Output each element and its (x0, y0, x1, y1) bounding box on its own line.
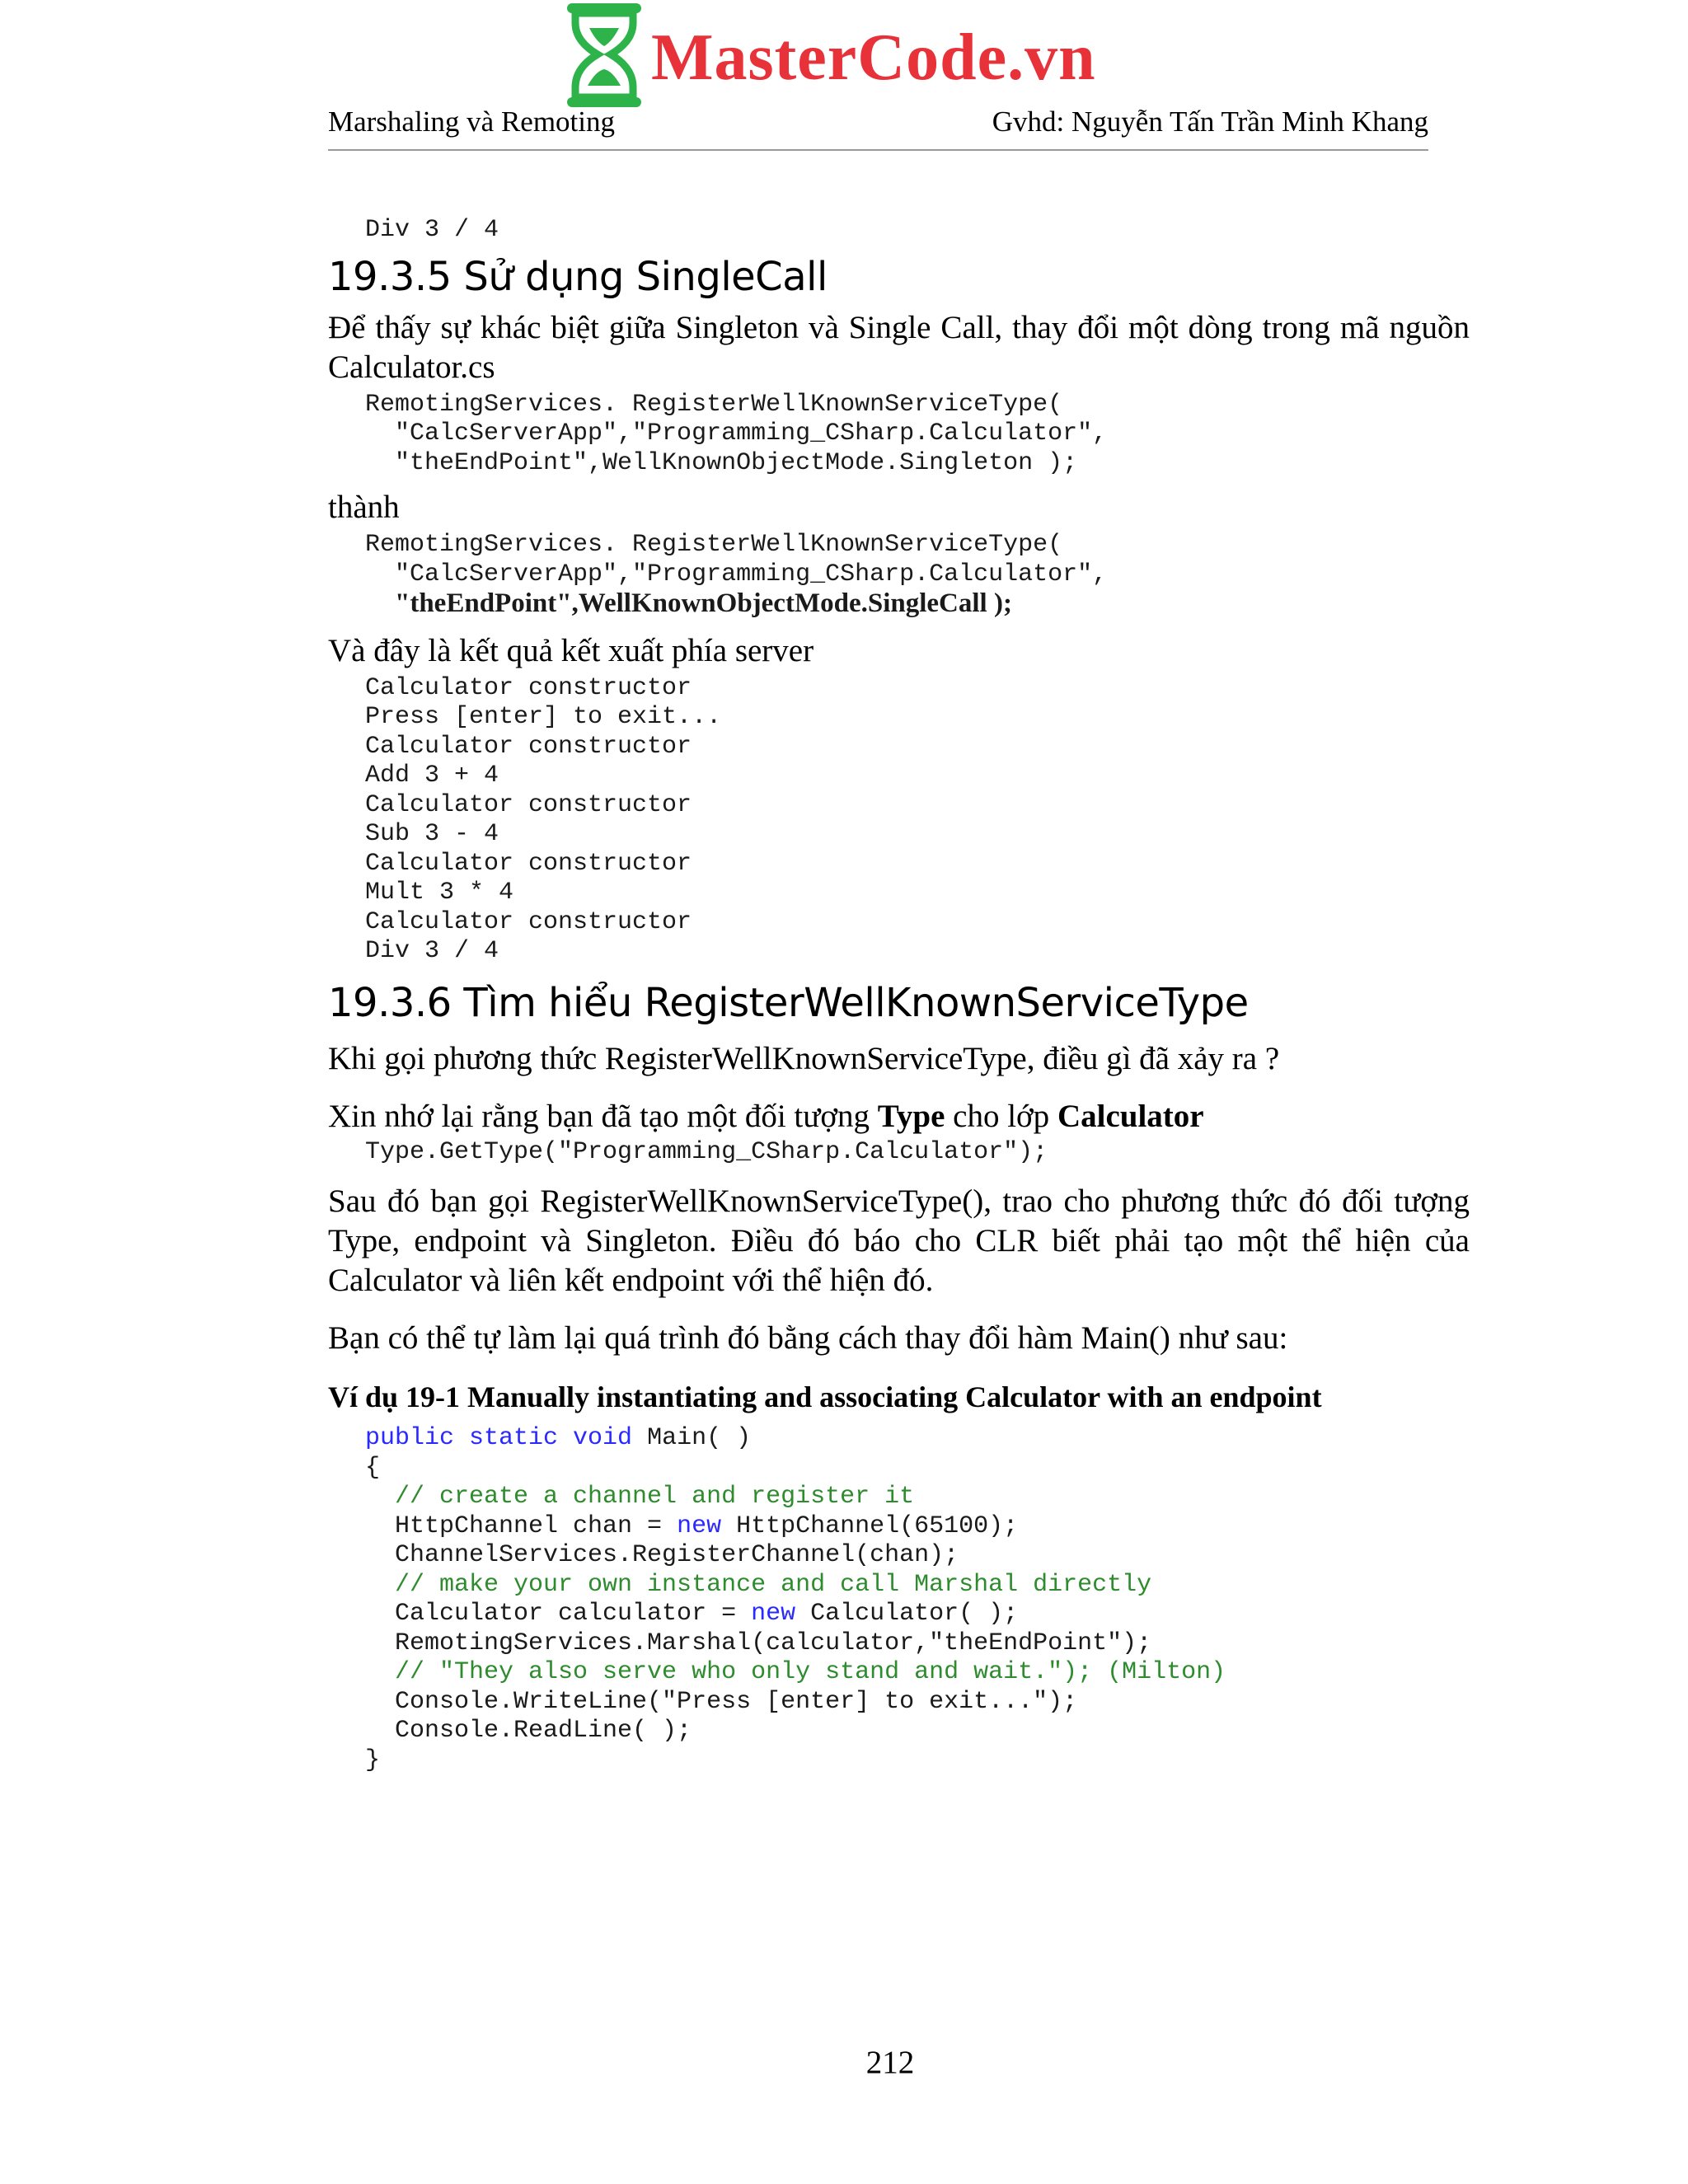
code-keyword: new (677, 1511, 722, 1540)
header-divider (328, 149, 1428, 151)
code-block-top: Div 3 / 4 (365, 216, 499, 244)
code-comment: // create a channel and register it (365, 1483, 915, 1511)
code-block-gettype: Type.GetType("Programming_CSharp.Calculator"); (365, 1137, 1048, 1166)
paragraph-recall (328, 1097, 1470, 1137)
code-text: RemotingServices.Marshal(calculator,"theEndPoint"); (365, 1629, 1152, 1657)
recall-text: Xin nhớ lại rằng bạn đã tạo một đối tượng (328, 1098, 878, 1134)
paragraph-explain: Sau đó bạn gọi RegisterWellKnownServiceType(), trao cho phương thức đó đối tượng Type, endpoint và Singleton. Điều đó báo cho CLR biết phải tạo một thể hiện của Calculator và liên kết endpoint với thể hiện đó. (328, 1183, 1470, 1298)
code-text: { (365, 1453, 381, 1482)
code-text: } (365, 1746, 381, 1774)
code-keyword: new (751, 1600, 796, 1628)
code-block-example (365, 1424, 1470, 1775)
code-text: Calculator( ); (795, 1600, 1019, 1628)
page-number: 212 (865, 2045, 915, 2080)
code-line: RemotingServices. RegisterWellKnownServiceType( (365, 531, 1063, 559)
code-text: HttpChannel chan = (365, 1511, 678, 1540)
section-heading-singlecall: 19.3.5 Sử dụng SingleCall (328, 253, 828, 300)
example-caption: Ví dụ 19-1 Manually instantiating and associating Calculator with an endpoint (328, 1380, 1322, 1413)
section-heading-registerwellknown: 19.3.6 Tìm hiểu RegisterWellKnownServiceType (328, 979, 1249, 1026)
code-comment: // make your own instance and call Marshal directly (365, 1570, 1152, 1599)
code-text: Console.WriteLine("Press [enter] to exit..."); (365, 1687, 1078, 1716)
main-content (328, 216, 1470, 1775)
recall-bold-class: Calculator (1057, 1098, 1204, 1134)
paragraph-result-intro: Và đây là kết quả kết xuất phía server (328, 632, 814, 668)
code-text: Main( ) (632, 1424, 752, 1452)
mastercode-logo (563, 0, 645, 111)
code-text: Console.ReadLine( ); (365, 1717, 692, 1745)
code-block-singlecall (365, 531, 1470, 621)
server-output-block: Calculator constructor Press [enter] to exit... Calculator constructor Add 3 + 4 Calculator constructor Sub 3 - 4 Calculator constructor Mult 3 * 4 Calculator constructor Div 3 / 4 (365, 673, 722, 965)
code-text: Calculator calculator = (365, 1600, 752, 1628)
logo-text: MasterCode.vn (651, 21, 1096, 94)
code-text: HttpChannel(65100); (721, 1511, 1019, 1540)
recall-bold-type: Type (877, 1098, 945, 1134)
paragraph-connector: thành (328, 490, 400, 525)
hourglass-icon (563, 0, 645, 111)
header-chapter-title: Marshaling và Remoting (328, 105, 616, 138)
paragraph-redo: Bạn có thể tự làm lại quá trình đó bằng cách thay đổi hàm Main() như sau: (328, 1320, 1288, 1356)
code-comment: // "They also serve who only stand and wait."); (Milton) (365, 1658, 1226, 1686)
code-text: ChannelServices.RegisterChannel(chan); (365, 1541, 959, 1569)
code-block-singleton: RemotingServices. RegisterWellKnownServiceType( "CalcServerApp","Programming_CSharp.Calculator", "theEndPoint",WellKnownObjectMode.Singleton ); (365, 390, 1108, 477)
code-line-bold: "theEndPoint",WellKnownObjectMode.SingleCall ); (395, 588, 1012, 618)
code-line: "CalcServerApp","Programming_CSharp.Calculator", (365, 560, 1108, 588)
code-keyword: public static void (365, 1424, 633, 1452)
paragraph-question: Khi gọi phương thức RegisterWellKnownServiceType, điều gì đã xảy ra ? (328, 1040, 1280, 1076)
recall-text: cho lớp (945, 1098, 1057, 1134)
header-instructor: Gvhd: Nguyễn Tấn Trần Minh Khang (992, 105, 1428, 138)
paragraph-intro: Để thấy sự khác biệt giữa Singleton và Single Call, thay đổi một dòng trong mã nguồn Calculator.cs (328, 309, 1470, 385)
